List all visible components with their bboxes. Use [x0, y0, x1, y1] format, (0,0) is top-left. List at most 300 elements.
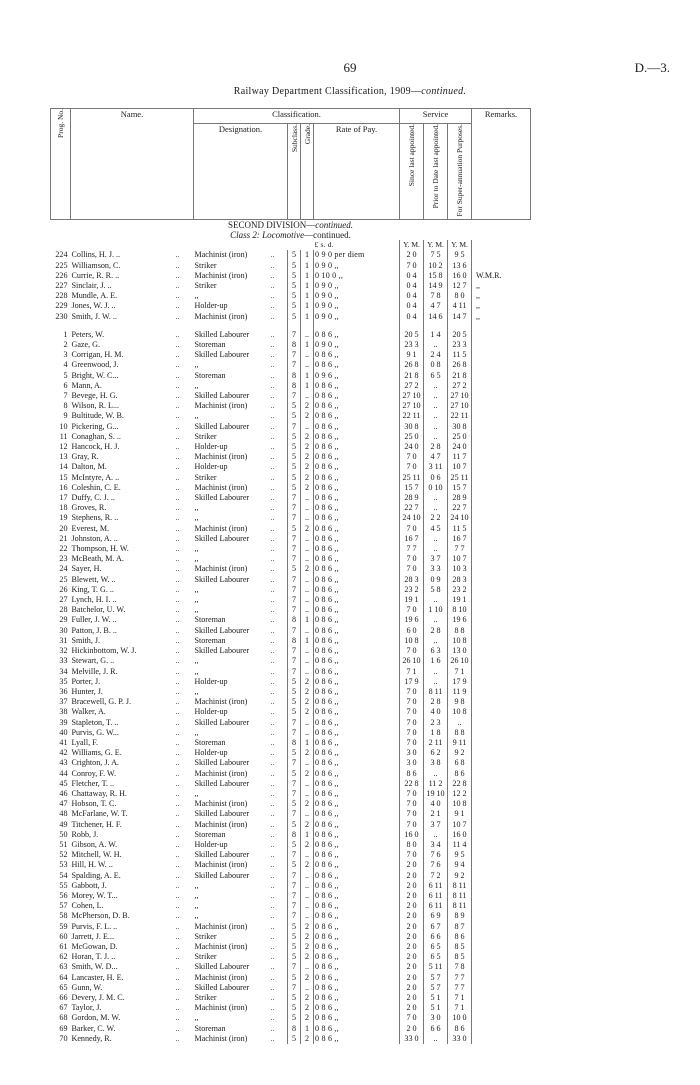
remarks-cell — [472, 738, 531, 748]
superannuation-cell: 8 0 — [448, 291, 472, 301]
name-leader-cell: .. — [175, 890, 180, 900]
remarks-cell: ,, — [476, 280, 481, 290]
rate-of-pay-cell: 0 8 6 ,, — [314, 677, 400, 687]
subclass-cell: 7 — [288, 575, 301, 585]
table-row — [51, 871, 531, 881]
rate-of-pay-cell: 0 8 6 ,, — [314, 564, 400, 574]
designation-leader-cell: .. — [270, 472, 275, 482]
designation-cell: Striker — [194, 952, 217, 962]
prior-to-date-cell: 6 7 — [424, 922, 448, 932]
name-cell: Pickering, G... — [71, 421, 119, 431]
subclass-cell: 8 — [288, 615, 301, 625]
table-row — [51, 524, 531, 534]
grade-cell: 2 — [301, 707, 314, 717]
prog-no-cell: 56 — [59, 890, 68, 900]
rate-of-pay-cell: 0 8 6 ,, — [314, 830, 400, 840]
superannuation-cell: 10 3 — [448, 564, 472, 574]
grade-cell: 2 — [301, 1003, 314, 1013]
remarks-cell — [472, 391, 531, 401]
name-cell: McBeath, M. A. — [71, 554, 124, 564]
table-row — [51, 513, 531, 523]
table-row — [51, 401, 531, 411]
designation-leader-cell: .. — [270, 595, 275, 605]
designation-leader-cell: .. — [270, 260, 275, 270]
designation-cell: Machinist (iron) — [194, 697, 248, 707]
name-leader-cell: .. — [175, 421, 180, 431]
since-last-cell: 7 0 — [400, 697, 424, 707]
division-heading: SECOND DIVISION—continued. — [228, 219, 353, 230]
name-leader-cell: .. — [175, 809, 180, 819]
designation-leader-cell: .. — [270, 982, 275, 992]
table-row — [51, 301, 531, 311]
superannuation-cell: 8 7 — [448, 922, 472, 932]
designation-cell: ,, — [194, 911, 199, 921]
rate-of-pay-cell: 0 8 6 ,, — [314, 952, 400, 962]
since-last-cell: 33 0 — [400, 1034, 424, 1044]
designation-leader-cell: .. — [270, 748, 275, 758]
grade-cell: .. — [301, 667, 314, 677]
grade-cell: .. — [301, 758, 314, 768]
designation-leader-cell: .. — [270, 839, 275, 849]
rate-of-pay-cell: 0 8 6 ,, — [314, 534, 400, 544]
superannuation-cell: 10 8 — [448, 636, 472, 646]
table-row — [51, 779, 531, 789]
name-leader-cell: .. — [175, 952, 180, 962]
prior-to-date-cell: .. — [424, 677, 448, 687]
name-leader-cell: .. — [175, 707, 180, 717]
name-header: Name. — [71, 109, 194, 220]
name-cell: Kennedy, R. — [71, 1033, 112, 1043]
prog-no-cell: 9 — [63, 411, 68, 421]
rate-of-pay-cell: 0 8 6 ,, — [314, 962, 400, 972]
since-last-cell: 2 0 — [400, 952, 424, 962]
name-leader-cell: .. — [175, 350, 180, 360]
prog-no-cell: 5 — [63, 370, 68, 380]
rate-of-pay-cell: 0 8 6 ,, — [314, 605, 400, 615]
designation-cell: ,, — [194, 686, 199, 696]
name-leader-cell: .. — [175, 982, 180, 992]
name-cell: Robb, J. — [71, 829, 99, 839]
prog-no-cell: 227 — [55, 280, 68, 290]
table-row — [51, 738, 531, 748]
superannuation-cell: 14 7 — [448, 312, 472, 322]
remarks-cell — [472, 932, 531, 942]
prog-no-cell: 229 — [55, 301, 68, 311]
designation-cell: Machinist (iron) — [194, 250, 248, 260]
remarks-cell — [472, 881, 531, 891]
name-leader-cell: .. — [175, 717, 180, 727]
designation-leader-cell: .. — [270, 860, 275, 870]
prior-to-date-cell: 14 6 — [424, 312, 448, 322]
since-last-cell: 22 7 — [400, 503, 424, 513]
subclass-cell: 5 — [288, 840, 301, 850]
grade-cell: .. — [301, 330, 314, 340]
subclass-cell: 5 — [288, 524, 301, 534]
designation-leader-cell: .. — [270, 737, 275, 747]
since-last-cell: 16 0 — [400, 830, 424, 840]
table-row — [51, 473, 531, 483]
superannuation-cell: 7 7 — [448, 973, 472, 983]
name-cell: Smith, J. W. .. — [71, 311, 117, 321]
since-last-cell: 7 0 — [400, 1013, 424, 1023]
grade-cell: 2 — [301, 677, 314, 687]
remarks-cell — [472, 340, 531, 350]
grade-cell: .. — [301, 534, 314, 544]
superannuation-cell: 8 11 — [448, 881, 472, 891]
name-cell: Mann, A. — [71, 380, 102, 390]
superannuation-cell: 9 2 — [448, 871, 472, 881]
since-last-cell: 10 8 — [400, 636, 424, 646]
prior-units: Y. M. — [424, 240, 448, 250]
table-row — [51, 350, 531, 360]
remarks-cell — [472, 261, 531, 271]
since-last-cell: 2 0 — [400, 942, 424, 952]
superannuation-cell: 33 0 — [448, 1034, 472, 1044]
subclass-cell: 5 — [288, 697, 301, 707]
remarks-cell — [472, 360, 531, 370]
remarks-cell: ,, — [476, 291, 481, 301]
designation-leader-cell: .. — [270, 768, 275, 778]
table-row — [51, 1003, 531, 1013]
prog-no-cell: 63 — [59, 962, 68, 972]
prior-to-date-cell: .. — [424, 391, 448, 401]
page-title-text: Railway Department Classification, 1909— — [233, 86, 422, 97]
name-leader-cell: .. — [175, 666, 180, 676]
designation-cell: Machinist (iron) — [194, 452, 248, 462]
superannuation-cell: 10 8 — [448, 799, 472, 809]
subclass-cell: 7 — [288, 422, 301, 432]
name-cell: Peters, W. — [71, 329, 105, 339]
table-row — [51, 820, 531, 830]
rate-of-pay-cell: 0 8 6 ,, — [314, 840, 400, 850]
prior-to-date-cell: 2 8 — [424, 442, 448, 452]
since-last-cell: 7 0 — [400, 564, 424, 574]
grade-cell: 1 — [301, 636, 314, 646]
since-last-cell: 3 0 — [400, 758, 424, 768]
page-number: 69 — [343, 60, 357, 75]
subclass-cell: 5 — [288, 1034, 301, 1044]
since-last-cell: 2 0 — [400, 901, 424, 911]
designation-cell: Striker — [194, 431, 217, 441]
designation-leader-cell: .. — [270, 421, 275, 431]
prog-no-cell: 48 — [59, 809, 68, 819]
prog-no-cell: 36 — [59, 686, 68, 696]
prog-no-cell: 40 — [59, 727, 68, 737]
superannuation-cell: 7 7 — [448, 983, 472, 993]
designation-leader-cell: .. — [270, 1013, 275, 1023]
designation-cell: Storeman — [194, 370, 226, 380]
grade-cell: 1 — [301, 371, 314, 381]
prior-to-date-cell: .. — [424, 636, 448, 646]
rate-of-pay-cell: 0 8 6 ,, — [314, 769, 400, 779]
name-cell: Conroy, F. W. — [71, 768, 116, 778]
name-leader-cell: .. — [175, 737, 180, 747]
remarks-cell — [472, 901, 531, 911]
rate-of-pay-cell: 0 9 0 ,, — [314, 312, 400, 322]
superannuation-cell: 11 9 — [448, 687, 472, 697]
prior-to-date-cell: 1 4 — [424, 330, 448, 340]
name-leader-cell: .. — [175, 452, 180, 462]
rate-of-pay-cell: 0 8 6 ,, — [314, 1024, 400, 1034]
remarks-cell — [472, 1013, 531, 1023]
table-row — [51, 911, 531, 921]
rate-of-pay-cell: 0 8 6 ,, — [314, 809, 400, 819]
rate-of-pay-cell: 0 8 6 ,, — [314, 707, 400, 717]
rate-of-pay-cell: 0 8 6 ,, — [314, 983, 400, 993]
name-cell: Batchelor, U. W. — [71, 605, 126, 615]
superannuation-cell: 22 8 — [448, 779, 472, 789]
prog-no-cell: 24 — [59, 564, 68, 574]
table-row — [51, 462, 531, 472]
prog-no-cell: 49 — [59, 819, 68, 829]
subclass-cell: 7 — [288, 585, 301, 595]
prior-to-date-cell: 2 8 — [424, 697, 448, 707]
designation-cell: ,, — [194, 788, 199, 798]
name-cell: Mitchell, W. H. — [71, 850, 122, 860]
since-last-cell: 0 4 — [400, 281, 424, 291]
prog-no-cell: 31 — [59, 635, 68, 645]
grade-cell: 2 — [301, 769, 314, 779]
superannuation-cell: 11 5 — [448, 350, 472, 360]
classification-table — [50, 108, 531, 1044]
superannuation-cell: 15 7 — [448, 483, 472, 493]
superannuation-cell: 24 10 — [448, 513, 472, 523]
superannuation-cell: 13 0 — [448, 646, 472, 656]
designation-cell: ,, — [194, 666, 199, 676]
rate-of-pay-cell: 0 8 6 ,, — [314, 1003, 400, 1013]
remarks-cell — [472, 585, 531, 595]
designation-cell: Machinist (iron) — [194, 270, 248, 280]
superannuation-cell: 8 8 — [448, 728, 472, 738]
designation-leader-cell: .. — [270, 656, 275, 666]
since-last-cell: 7 0 — [400, 554, 424, 564]
grade-cell: 1 — [301, 1024, 314, 1034]
prog-no-header: Prog. No. — [51, 109, 71, 220]
designation-cell: Skilled Labourer — [194, 646, 250, 656]
name-cell: Gunn, W. — [71, 982, 103, 992]
rate-of-pay-cell: 0 8 6 ,, — [314, 1034, 400, 1044]
remarks-cell — [472, 983, 531, 993]
name-leader-cell: .. — [175, 462, 180, 472]
table-row — [51, 452, 531, 462]
superannuation-cell: 8 5 — [448, 942, 472, 952]
since-last-cell: 26 8 — [400, 360, 424, 370]
rate-of-pay-cell: 0 8 6 ,, — [314, 850, 400, 860]
subclass-cell: 7 — [288, 646, 301, 656]
rate-of-pay-cell: 0 8 6 ,, — [314, 993, 400, 1003]
prior-to-date-cell: .. — [424, 340, 448, 350]
designation-leader-cell: .. — [270, 360, 275, 370]
prog-no-cell: 23 — [59, 554, 68, 564]
table-row — [51, 1024, 531, 1034]
prior-to-date-cell: .. — [424, 1034, 448, 1044]
grade-cell: 2 — [301, 473, 314, 483]
remarks-cell — [472, 707, 531, 717]
name-leader-cell: .. — [175, 972, 180, 982]
designation-leader-cell: .. — [270, 350, 275, 360]
designation-cell: Machinist (iron) — [194, 972, 248, 982]
prior-to-date-cell: .. — [424, 411, 448, 421]
grade-cell: 1 — [301, 381, 314, 391]
name-cell: Morey, W. T... — [71, 890, 118, 900]
prog-no-cell: 55 — [59, 880, 68, 890]
superannuation-cell: 7 7 — [448, 544, 472, 554]
page-title — [0, 86, 700, 97]
prior-to-date-cell: 4 7 — [424, 452, 448, 462]
prog-no-cell: 64 — [59, 972, 68, 982]
designation-cell: Machinist (iron) — [194, 768, 248, 778]
name-cell: Horan, T. J. .. — [71, 952, 116, 962]
designation-cell: Holder-up — [194, 839, 228, 849]
prog-no-cell: 25 — [59, 574, 68, 584]
name-cell: Fletcher, T. .. — [71, 778, 115, 788]
designation-leader-cell: .. — [270, 993, 275, 1002]
prog-no-cell: 52 — [59, 850, 68, 860]
subclass-cell: 7 — [288, 718, 301, 728]
rate-of-pay-cell: 0 8 6 ,, — [314, 1013, 400, 1023]
name-cell: King, T. G. .. — [71, 584, 114, 594]
designation-cell: ,, — [194, 411, 199, 421]
designation-leader-cell: .. — [270, 452, 275, 462]
prog-no-cell: 58 — [59, 911, 68, 921]
prior-to-date-cell: 0 6 — [424, 473, 448, 483]
name-leader-cell: .. — [175, 340, 180, 349]
rate-of-pay-cell: 0 8 6 ,, — [314, 728, 400, 738]
grade-cell: 1 — [301, 281, 314, 291]
subclass-cell: 7 — [288, 513, 301, 523]
rate-of-pay-cell: 0 8 6 ,, — [314, 422, 400, 432]
table-row — [51, 422, 531, 432]
name-leader-cell: .. — [175, 360, 180, 370]
subclass-cell: 5 — [288, 769, 301, 779]
name-cell: Porter, J. — [71, 676, 101, 686]
superannuation-cell: 4 11 — [448, 301, 472, 311]
name-leader-cell: .. — [175, 962, 180, 972]
subclass-cell: 7 — [288, 350, 301, 360]
grade-cell: .. — [301, 513, 314, 523]
superannuation-cell: 28 3 — [448, 575, 472, 585]
rate-of-pay-cell: 0 8 6 ,, — [314, 820, 400, 830]
table-row — [51, 983, 531, 993]
designation-leader-cell: .. — [270, 493, 275, 503]
name-cell: Everest, M. — [71, 523, 110, 533]
name-leader-cell: .. — [175, 311, 180, 321]
since-last-cell: 7 0 — [400, 718, 424, 728]
remarks-cell — [472, 789, 531, 799]
table-row — [51, 922, 531, 932]
table-row — [51, 840, 531, 850]
table-row — [51, 901, 531, 911]
name-cell: Stewart, G. .. — [71, 656, 115, 666]
since-last-cell: 7 0 — [400, 524, 424, 534]
table-row — [51, 697, 531, 707]
rate-of-pay-cell: 0 8 6 ,, — [314, 779, 400, 789]
grade-cell: .. — [301, 901, 314, 911]
group-spacer — [51, 322, 531, 330]
name-leader-cell: .. — [175, 329, 180, 339]
remarks-cell — [472, 973, 531, 983]
designation-leader-cell: .. — [270, 931, 275, 941]
prog-no-cell: 30 — [59, 625, 68, 635]
rate-of-pay-cell: 0 8 6 ,, — [314, 473, 400, 483]
name-cell: Blewett, W. .. — [71, 574, 116, 584]
designation-cell: ,, — [194, 656, 199, 666]
remarks-cell — [472, 993, 531, 1003]
remarks-cell — [472, 952, 531, 962]
name-cell: Purvis, G. W... — [71, 727, 119, 737]
superannuation-header: For Super-annuation Purposes. — [448, 124, 472, 220]
prior-to-date-cell: .. — [424, 544, 448, 554]
rate-of-pay-cell: 0 8 6 ,, — [314, 911, 400, 921]
rate-of-pay-cell: 0 8 6 ,, — [314, 483, 400, 493]
designation-cell: Machinist (iron) — [194, 564, 248, 574]
rate-of-pay-cell: 0 8 6 ,, — [314, 697, 400, 707]
designation-cell: ,, — [194, 513, 199, 523]
designation-cell: Storeman — [194, 635, 226, 645]
since-last-cell: 7 0 — [400, 452, 424, 462]
table-row — [51, 615, 531, 625]
designation-cell: Machinist (iron) — [194, 523, 248, 533]
grade-cell: .. — [301, 646, 314, 656]
name-cell: Dalton, M. — [71, 462, 107, 472]
remarks-cell — [472, 462, 531, 472]
grade-cell: 2 — [301, 748, 314, 758]
rate-of-pay-cell: 0 8 6 ,, — [314, 513, 400, 523]
since-last-cell: 24 0 — [400, 442, 424, 452]
rate-of-pay-cell: 0 10 0 ,, — [314, 271, 400, 281]
designation-header: Designation. — [194, 124, 288, 220]
grade-cell: .. — [301, 626, 314, 636]
name-cell: Lyall, F. — [71, 737, 99, 747]
name-cell: Spalding, A. E. — [71, 870, 121, 880]
prior-to-date-cell: 5 1 — [424, 1003, 448, 1013]
name-leader-cell: .. — [175, 595, 180, 605]
designation-cell: ,, — [194, 605, 199, 615]
designation-cell: Storeman — [194, 340, 226, 349]
subclass-cell: 8 — [288, 371, 301, 381]
name-leader-cell: .. — [175, 778, 180, 788]
name-leader-cell: .. — [175, 260, 180, 270]
remarks-cell — [472, 564, 531, 574]
name-cell: Taylor, J. — [71, 1003, 102, 1013]
remarks-cell — [472, 809, 531, 819]
name-cell: Gaze, G. — [71, 340, 101, 349]
designation-leader-cell: .. — [270, 952, 275, 962]
subclass-cell: 7 — [288, 911, 301, 921]
remarks-cell — [472, 330, 531, 340]
name-leader-cell: .. — [175, 301, 180, 311]
prog-no-cell: 45 — [59, 778, 68, 788]
table-row — [51, 962, 531, 972]
name-leader-cell: .. — [175, 391, 180, 401]
designation-leader-cell: .. — [270, 829, 275, 839]
rate-of-pay-cell: 0 9 0 per diem — [314, 250, 400, 260]
grade-cell: .. — [301, 779, 314, 789]
table-row — [51, 585, 531, 595]
classification-header: Classification. — [194, 109, 400, 124]
name-leader-cell: .. — [175, 250, 180, 260]
rate-of-pay-cell: 0 8 6 ,, — [314, 932, 400, 942]
name-cell: Walker, A. — [71, 707, 106, 717]
prior-to-date-cell: 4 7 — [424, 301, 448, 311]
designation-cell: Machinist (iron) — [194, 1033, 248, 1043]
name-cell: Crighton, J. A. — [71, 758, 119, 768]
subclass-cell: 5 — [288, 291, 301, 301]
superannuation-cell: 27 10 — [448, 391, 472, 401]
prior-to-date-cell: 6 2 — [424, 748, 448, 758]
grade-cell: .. — [301, 391, 314, 401]
designation-cell: Skilled Labourer — [194, 850, 250, 860]
